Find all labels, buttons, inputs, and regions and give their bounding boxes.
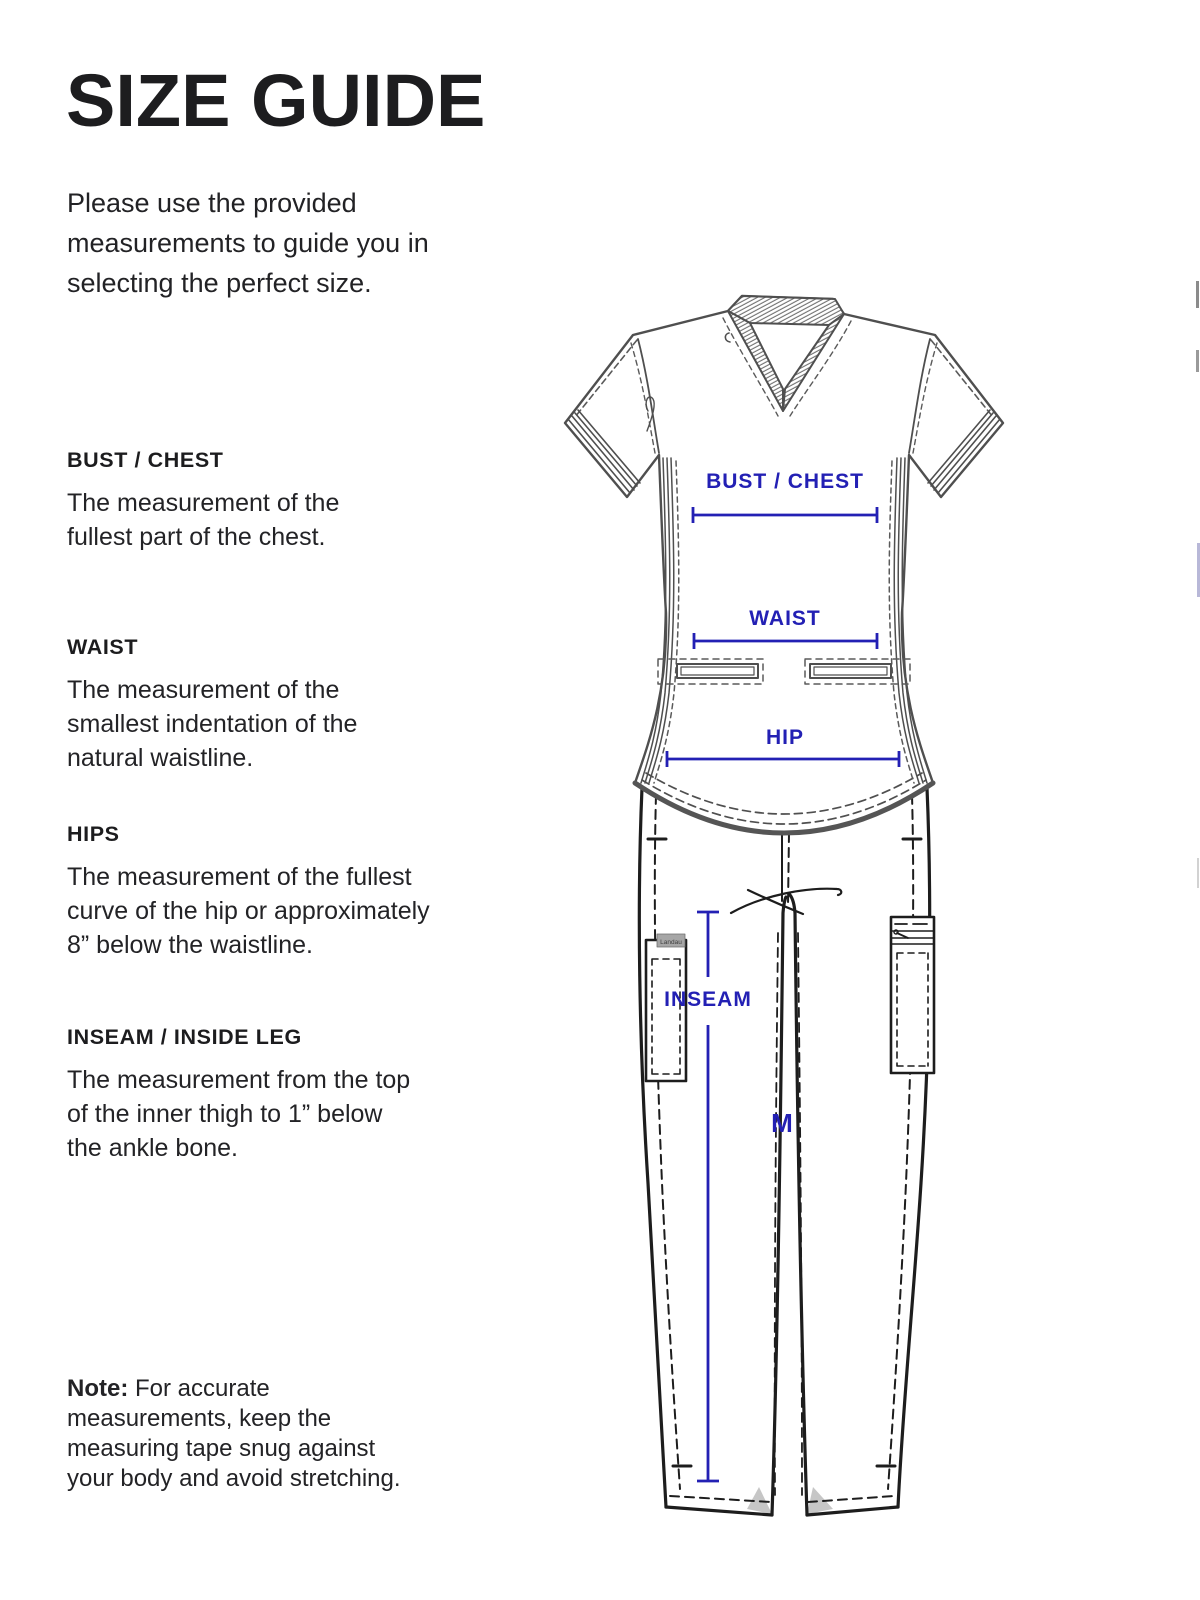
section-line: fullest part of the chest. xyxy=(67,523,326,551)
section-body xyxy=(67,860,430,962)
bodice xyxy=(565,296,1003,833)
size-diagram xyxy=(545,283,1015,1523)
note-label: Note: xyxy=(67,1375,129,1402)
section-heading: HIPS xyxy=(67,822,120,846)
section-line: The measurement of the fullest xyxy=(67,863,412,891)
scrub-top-illustration xyxy=(565,296,1003,833)
note-line: measurements, keep the xyxy=(67,1405,332,1432)
note-text: For accurate xyxy=(135,1375,270,1402)
bust-label: BUST / CHEST xyxy=(706,470,864,493)
measurement-note xyxy=(67,1374,401,1494)
section-line: of the inner thigh to 1” below xyxy=(67,1100,383,1128)
scrub-pants-illustration xyxy=(639,788,934,1515)
section-line: smallest indentation of the xyxy=(67,710,358,738)
section-line: curve of the hip or approximately xyxy=(67,897,430,925)
section-line: The measurement of the xyxy=(67,676,340,704)
section-line: the ankle bone. xyxy=(67,1134,238,1162)
intro-paragraph xyxy=(67,183,429,303)
intro-line: selecting the perfect size. xyxy=(67,268,372,298)
intro-line: measurements to guide you in xyxy=(67,228,429,258)
note-line xyxy=(67,1374,401,1404)
right-pant-leg xyxy=(795,788,930,1515)
page-title: SIZE GUIDE xyxy=(66,59,486,142)
note-line: measuring tape snug against xyxy=(67,1435,376,1462)
section-heading: WAIST xyxy=(67,635,139,659)
section-waist xyxy=(67,635,357,775)
note-line: your body and avoid stretching. xyxy=(67,1465,401,1492)
section-hips xyxy=(67,822,430,962)
section-inseam xyxy=(67,1025,410,1165)
clipped-fragment xyxy=(1197,858,1199,888)
inseam-label: INSEAM xyxy=(664,988,752,1011)
section-bust-chest xyxy=(67,448,339,554)
size-letter: M xyxy=(771,1108,793,1138)
intro-line: Please use the provided xyxy=(67,188,357,218)
section-line: 8” below the waistline. xyxy=(67,931,313,959)
section-line: The measurement from the top xyxy=(67,1066,411,1094)
section-heading: BUST / CHEST xyxy=(67,448,224,472)
section-body xyxy=(67,673,357,775)
hip-label: HIP xyxy=(765,726,805,749)
brand-tag-text: Landau xyxy=(660,939,682,946)
right-cargo-pocket xyxy=(891,917,934,1073)
waist-label: WAIST xyxy=(749,607,821,630)
section-line: The measurement of the xyxy=(67,489,340,517)
clipped-fragment xyxy=(1196,350,1199,372)
section-line: natural waistline. xyxy=(67,744,254,772)
clipped-fragment xyxy=(1196,281,1199,308)
section-body xyxy=(67,486,339,554)
section-body xyxy=(67,1063,410,1165)
section-heading: INSEAM / INSIDE LEG xyxy=(67,1025,302,1049)
